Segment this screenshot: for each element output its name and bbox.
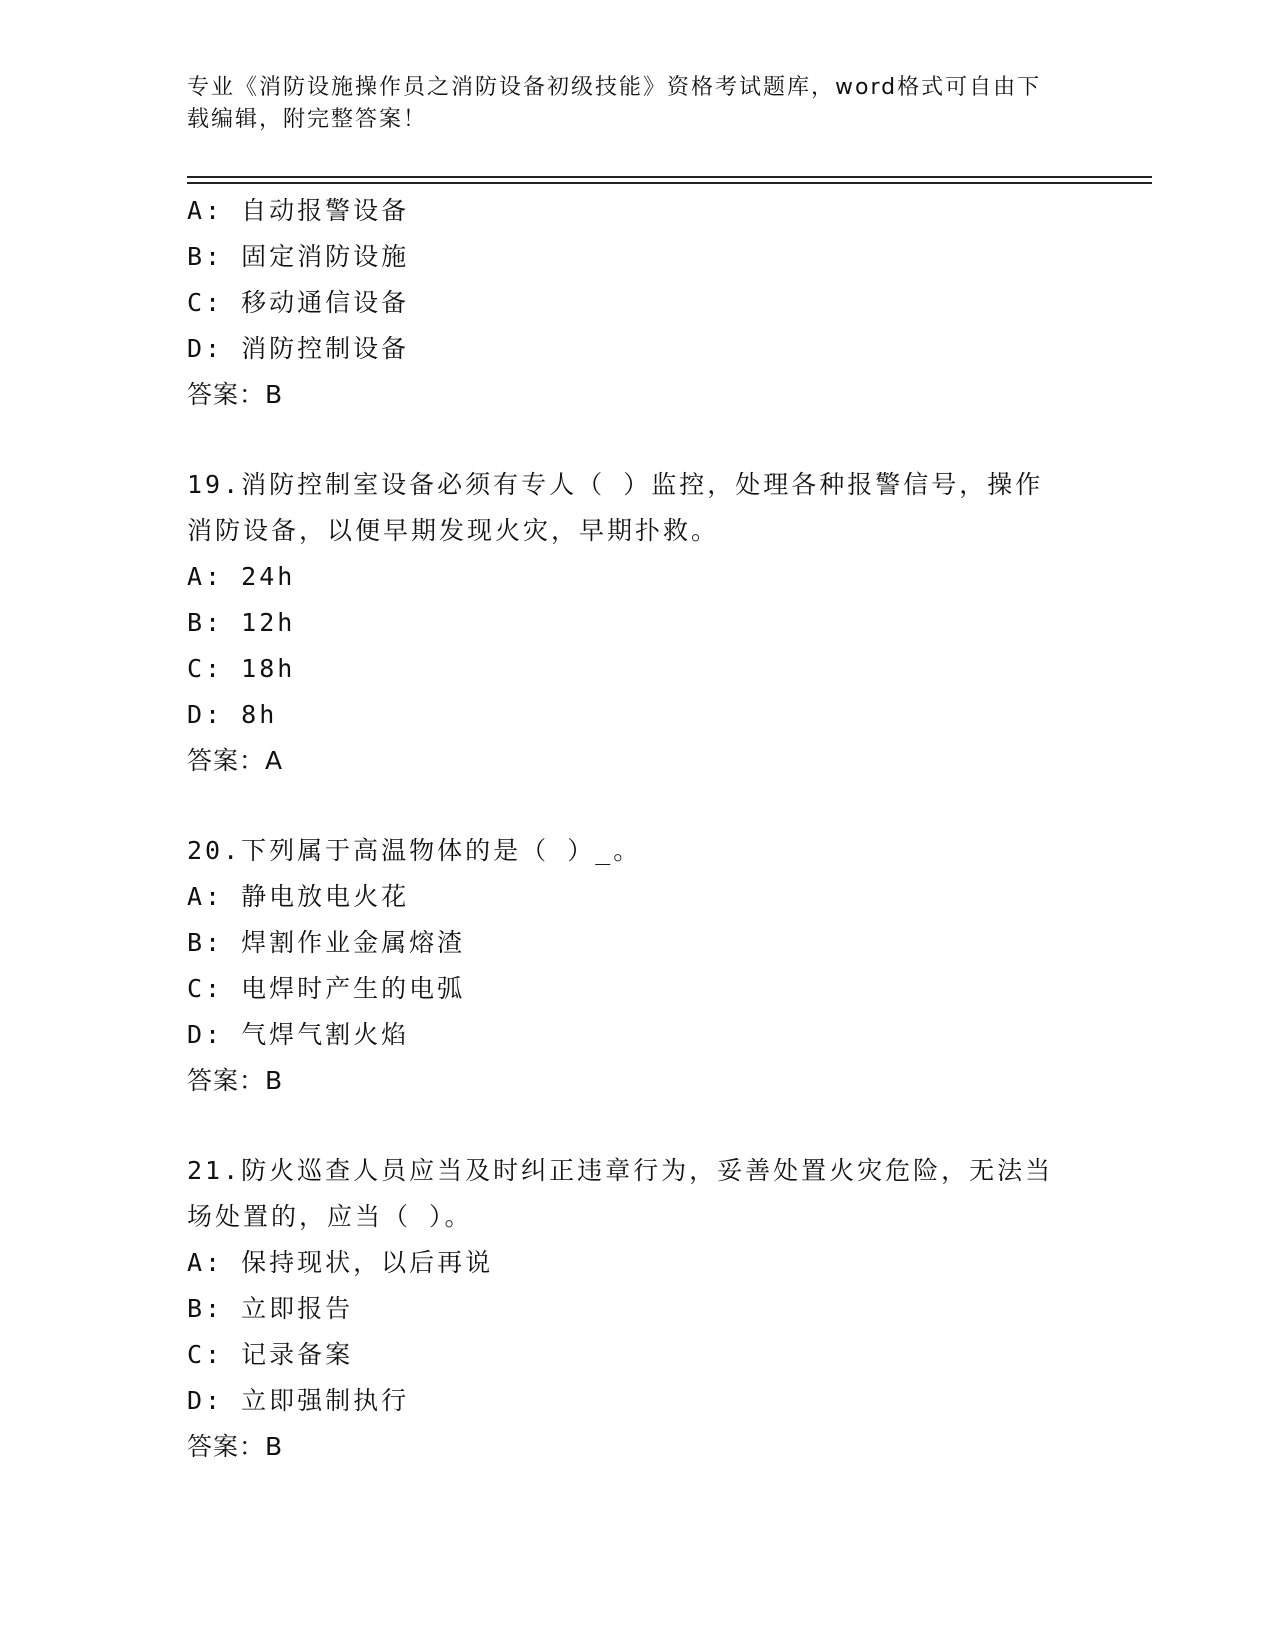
answer: 答案：A bbox=[187, 746, 284, 775]
header-divider-bottom bbox=[187, 182, 1152, 184]
option-c: C: 移动通信设备 bbox=[187, 288, 410, 317]
option-b: B: 固定消防设施 bbox=[187, 242, 410, 271]
question-20 bbox=[187, 828, 1087, 1104]
option-a: A: 保持现状，以后再说 bbox=[187, 1248, 494, 1277]
question-list bbox=[187, 188, 1087, 1470]
document-header bbox=[187, 72, 1087, 136]
question-text-line-1: 20.下列属于高温物体的是（ ）_。 bbox=[187, 836, 642, 865]
question-19 bbox=[187, 462, 1087, 784]
spacer bbox=[187, 784, 1087, 828]
header-line-2: 载编辑，附完整答案！ bbox=[187, 107, 428, 132]
question-text-line-2: 消防设备，以便早期发现火灾，早期扑救。 bbox=[187, 516, 720, 545]
question-text-line-2: 场处置的，应当（ ）。 bbox=[187, 1202, 473, 1231]
answer: 答案：B bbox=[187, 1432, 284, 1461]
question-text bbox=[187, 828, 1077, 874]
question-text bbox=[187, 1148, 1077, 1240]
option-d: D: 8h bbox=[187, 700, 278, 729]
question-18-options bbox=[187, 188, 1087, 418]
spacer bbox=[187, 418, 1087, 462]
option-a: A: 自动报警设备 bbox=[187, 196, 410, 225]
option-a: A: 静电放电火花 bbox=[187, 882, 410, 911]
question-text-line-1: 21.防火巡查人员应当及时纠正违章行为，妥善处置火灾危险，无法当 bbox=[187, 1156, 1054, 1185]
option-b: B: 焊割作业金属熔渣 bbox=[187, 928, 466, 957]
option-d: D: 消防控制设备 bbox=[187, 334, 410, 363]
option-c: C: 记录备案 bbox=[187, 1340, 354, 1369]
option-d: D: 立即强制执行 bbox=[187, 1386, 410, 1415]
option-b: B: 12h bbox=[187, 608, 296, 637]
spacer bbox=[187, 1104, 1087, 1148]
question-21 bbox=[187, 1148, 1087, 1470]
option-a: A: 24h bbox=[187, 562, 296, 591]
header-divider-top bbox=[187, 176, 1152, 178]
question-text bbox=[187, 462, 1077, 554]
header-line-1: 专业《消防设施操作员之消防设备初级技能》资格考试题库，word格式可自由下 bbox=[187, 75, 1042, 100]
option-c: C: 电焊时产生的电弧 bbox=[187, 974, 466, 1003]
option-b: B: 立即报告 bbox=[187, 1294, 354, 1323]
option-c: C: 18h bbox=[187, 654, 296, 683]
answer: 答案：B bbox=[187, 1066, 284, 1095]
answer: 答案：B bbox=[187, 380, 284, 409]
question-text-line-1: 19.消防控制室设备必须有专人（ ）监控，处理各种报警信号，操作 bbox=[187, 470, 1044, 499]
option-d: D: 气焊气割火焰 bbox=[187, 1020, 410, 1049]
